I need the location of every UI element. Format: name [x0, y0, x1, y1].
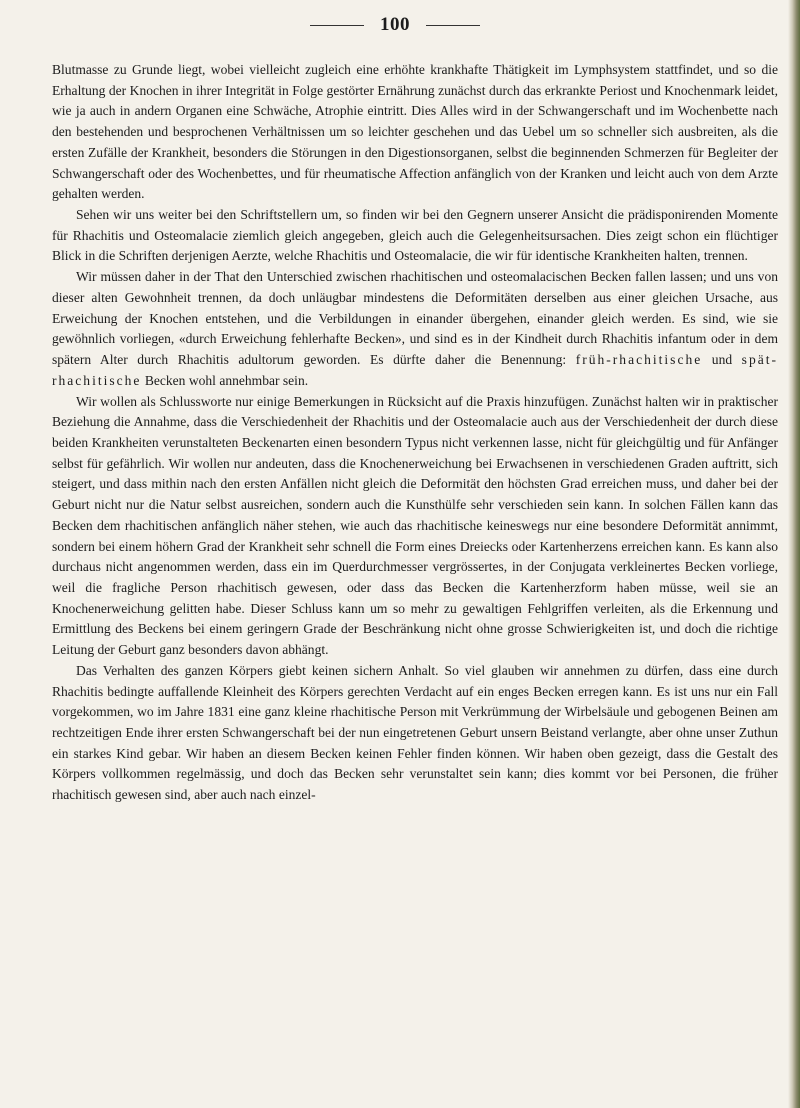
paragraph-text: und — [702, 352, 742, 368]
page-header — [0, 14, 790, 36]
paragraph — [52, 267, 778, 391]
paragraph-text: Becken wohl annehmbar sein. — [141, 372, 309, 388]
term-frueh-rhachitisch: früh-rhachitische — [575, 352, 703, 368]
header-rule-right — [426, 25, 480, 26]
header-rule-left — [310, 25, 364, 26]
term-spaet-rhachitisch: spät-rhachitische — [52, 352, 779, 388]
book-spine-edge — [788, 0, 800, 1108]
paragraph: Wir wollen als Schlussworte nur einige Bemerkungen in Rücksicht auf die Praxis hinzufügen. Zunächst halten wir in praktischer Beziehung die Annahme, dass die Verschiedenheit der Rhachitis und der Osteomalacie auch aus der Verschiedenheit der durch diese beiden Krankheiten verunstalteten Beckenarten einen besondern Typus nicht verkennen lasse, nicht für gleichgültig und für Anfänger selbst für gefährlich. Wir wollen nur andeuten, dass die Knochenerweichung bei Erwachsenen in verschiedenen Graden auftritt, sich steigert, und dass mithin nach den ersten Anfällen nicht gleich die Deformität den höchsten Grad erreichen muss, und daher bei der Geburt nicht nur die Natur selbst ausreichen, sondern auch die Kunsthülfe sehr verschieden sein kann. In solchen Fällen kann das Becken dem rhachitischen anfänglich näher stehen, wie auch das rhachitische keineswegs nur eine besondere Deformität annimmt, sondern bei einem höhern Grad der Krankheit sehr schnell die Form eines Dreiecks oder Kartenherzens erreichen kann. Es kann also durchaus nicht angenommen werden, dass ein im Querdurchmesser vergrössertes, in der Conjugata verkleinertes Becken vorliege, weil die fragliche Person rhachitisch gewesen, oder dass das Becken die Kartenherzform haben müsse, weil sie an Knochenerweichung gelitten habe. Dieser Schluss kann um so mehr zu gewaltigen Fehlgriffen verleiten, als die Erkennung und Ermittlung des Beckens bei einem geringern Grade der Beschränkung nicht ohne grosse Schwierigkeiten ist, und doch die richtige Leitung der Geburt ganz besonders davon abhängt. — [52, 393, 778, 658]
paragraph-text: Wir müssen daher in der That den Unterschied zwischen rhachitischen und osteomalacischen Becken fallen lassen; und uns von dieser alten Gewohnheit trennen, da doch unläugbar mindestens die Deformitäten derselben aus einer gleichen Ursache, aus Erweichung der Knochen entstehen, und die Verbildungen in einander übergehen, einander gleich werden. Es sind, wie sie gewöhnlich vorliegen, «durch Erweichung fehlerhafte Becken», und sind es in der Kindheit durch Rhachitis infantum oder in dem spätern Alter durch Rhachitis adultorum geworden. Es dürfte daher die Benennung: — [52, 269, 778, 368]
paragraph: Das Verhalten des ganzen Körpers giebt keinen sichern Anhalt. So viel glauben wir annehmen zu dürfen, dass eine durch Rhachitis bedingte auffallende Kleinheit des Körpers gerechten Verdacht auf ein enges Becken erregen kann. Es ist uns nur ein Fall vorgekommen, wo im Jahre 1831 eine ganz kleine rhachitische Person mit Verkrümmung der Wirbelsäule und gebogenen Beinen am rechtzeitigen Ende ihrer ersten Schwangerschaft bei der nun eingetretenen Geburt unsern Beistand verlangte, aber ohne unser Zuthun ein starkes Kind gebar. Wir haben an diesem Becken keinen Fehler finden können. Wir haben oben gezeigt, dass die Gestalt des Körpers vollkommen regelmässig, und doch das Becken sehr verunstaltet sein kann; dies kommt vor bei Personen, die früher rhachitisch gewesen sind, aber auch nach einzel- — [52, 662, 778, 803]
body-text — [52, 60, 778, 806]
paragraph: Blutmasse zu Grunde liegt, wobei vielleicht zugleich eine erhöhte krankhafte Thätigkeit im Lymphsystem stattfindet, und so die Erhaltung der Knochen in ihrer Integrität in Folge gestörter Ernährung zunächst durch das erkrankte Periost und Knochenmark leidet, wie ja auch in andern Organen eine Schwäche, Atrophie eintritt. Dies Alles wird in der Schwangerschaft und im Wochenbette nach den bestehenden und besprochenen Verhältnissen um so leichter geschehen und das Uebel um so schneller sich ausbreiten, als die ersten Zufälle der Krankheit, besonders die Störungen in den Digestionsorganen, selbst die beginnenden Schmerzen für Begleiter der Schwangerschaft oder des Wochenbettes, und für rheumatische Affection anfänglich von der Kranken und leicht auch von dem Arzte gehalten werden. — [52, 62, 778, 202]
page-number: 100 — [380, 14, 410, 35]
paragraph: Sehen wir uns weiter bei den Schriftstellern um, so finden wir bei den Gegnern unserer Ansicht die prädisponirenden Momente für Rhachitis und Osteomalacie ziemlich gleich angegeben, gleich auch die Gelegenheitsursachen. Dies zeigt schon ein flüchtiger Blick in die Schriften derjenigen Aerzte, welche Rhachitis und Osteomalacie, die wir für identische Krankheiten halten, trennen. — [52, 207, 778, 264]
